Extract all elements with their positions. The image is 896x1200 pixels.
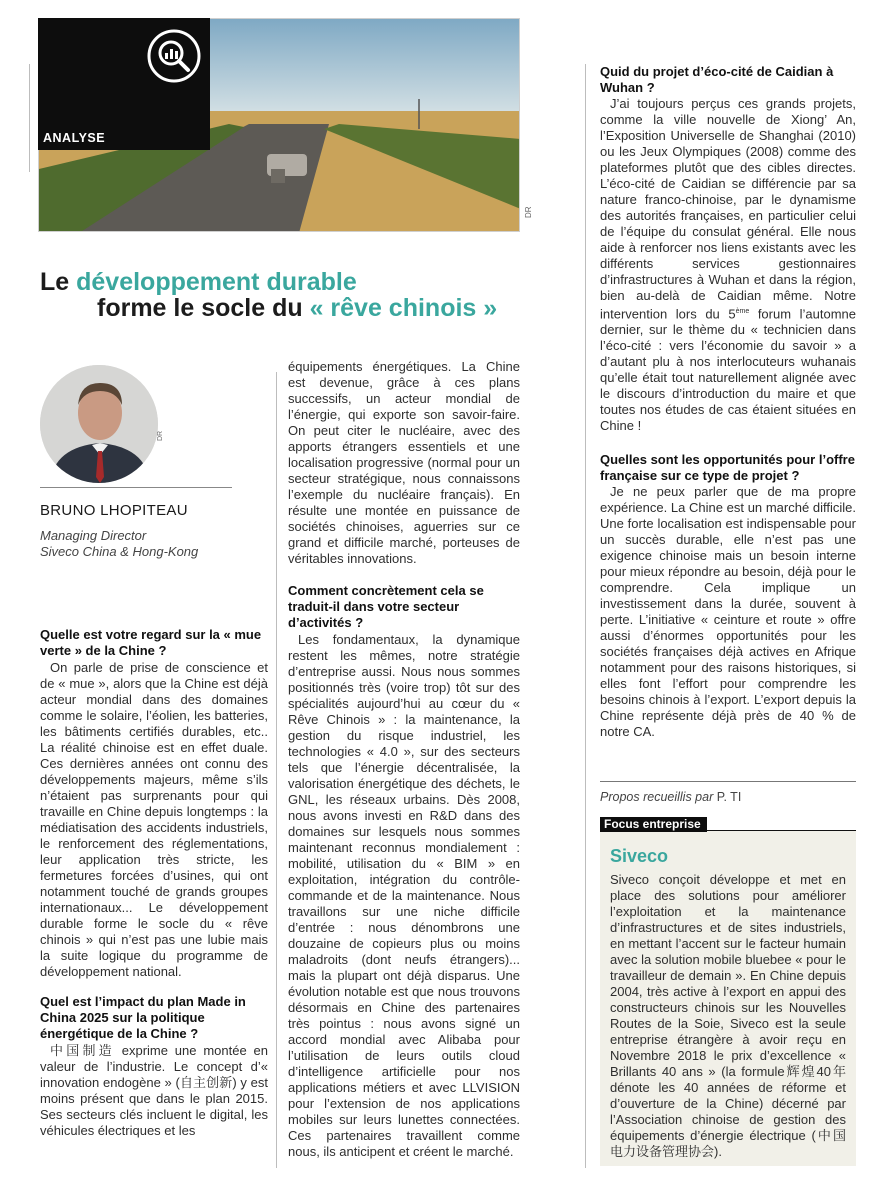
- title-plain-1: Le: [40, 268, 77, 296]
- answer-2: 中国制造 exprime une montée en valeur de l’industrie. Le concept d’« innovation endogène » (自主创新) y est moins présent que dans le plan 2015. Ses secteurs clés incluent le digital, les véhicules électriques et les: [40, 1043, 268, 1138]
- question-2: Quel est l’impact du plan Made in China 2025 sur la politique énergétique de la Chine ?: [40, 994, 246, 1041]
- question-5: Quelles sont les opportunités pour l’offre française sur ce type de projet ?: [600, 452, 855, 484]
- column-3: [600, 64, 856, 740]
- author-rule: [40, 487, 232, 488]
- focus-title: Siveco: [610, 846, 669, 866]
- answer-4-part-2: forum l’automne dernier, sur le thème du « technicien dans l’éco-cité : vers l’économie du savoir » a d’autant plu à nos interlocuteurs wuhanais qu’elle était tout naturellement alignée avec le discours d’introduction du maire et que toutes nos études de cas étaient situées en Chine !: [600, 306, 856, 434]
- portrait-credit: DR: [157, 430, 164, 441]
- column-1: [40, 627, 268, 1139]
- section-label: ANALYSE: [43, 131, 106, 145]
- question-3: Comment concrètement cela se traduit-il dans votre secteur d’activités ?: [288, 583, 484, 630]
- column-2: [288, 359, 520, 1160]
- column-rule-left: [29, 64, 30, 172]
- answer-3: Les fondamentaux, la dynamique restent les mêmes, notre stratégie d’entreprise aussi. Nous nous sommes positionnés très (voire trop) tôt sur des spécialités aujourd’hui au cœur du « Rêve Chinois » : la maintenance, la gestion du risque industriel, les technologies « 4.0 », sur des secteurs tels que l’énergie décentralisée, la valorisation énergétique des déchets, le GNL, les réseaux urbains. Dès 2008, nous avons investi en R&D dans des domaines sur lesquels nous sommes maintenant reconnus mondialement : mobilité, utilisation du « BIM » en exploitation, intégration du contrôle-commande et de la maintenance. Nous travaillons sur une niche difficile d’entrée : nous dénombrons une douzaine de copieurs plus ou moins maladroits (dont neufs étrangers)... mais la plupart ont déjà disparus. Une évolution notable est que nous trouvons désormais en Chine des partenaires très pointus : nous avons signé un accord mondial avec Alibaba pour l’utilisation de leurs outils cloud d’intelligence artificielle pour nos applications métiers et avec LLVISION pour l’extension de nos applications mobiles sur leurs lunettes connectées. Ces partenaires travaillent comme nous, ils anticipent et créent le marché.: [288, 632, 520, 1159]
- column-rule-2: [585, 64, 586, 1168]
- author-role-line-1: Managing Director: [40, 528, 147, 543]
- focus-text: Siveco conçoit développe et met en place des solutions pour améliorer l’exploitation et la maintenance d’infrastructures et de sites industriels, en mettant l’accent sur le facteur humain avec la solution mobile bluebee « pour le travailleur de demain ». En Chine depuis 2004, très active à l’export en appui des constructeurs chinois sur les Nouvelles Routes de la Soie, Siveco est la seule entreprise étrangère à avoir reçu en Novembre 2018 le prix d’excellence « Brillants 40 ans » (la formule辉煌40年dénote les 40 années de réforme et d’ouverture de la Chine) décerné par l’Association chinoise de gestion des équipements d’énergie électrique (中国电力设备管理协会).: [610, 872, 846, 1159]
- answer-4: [600, 96, 856, 434]
- question-1: Quelle est votre regard sur la « mue verte » de la Chine ?: [40, 627, 262, 658]
- title-plain-2: forme le socle du: [97, 294, 310, 322]
- answer-4-part-1: J’ai toujours perçus ces grands projets, comme la ville nouvelle de Xiong’ An, l’Exposition Universelle de Shanghai (2010) ou les Jeux Olympiques (2008) comme des plateformes plutôt que des cibles directes. L’éco-cité de Caidian se différencie par sa nature franco-chinoise, par le dynamisme des autorités françaises, en particulier celui de l’équipe du consulat général. Elle nous aide à renforcer nos liens existants avec les différents services gestionnaires d’infrastructures à Wuhan et dans la région, bien au-delà de Caidian même. Notre intervention lors du 5: [600, 96, 856, 322]
- author-name: BRUNO LHOPITEAU: [40, 502, 188, 519]
- question-4: Quid du projet d’éco-cité de Caidian à Wuhan ?: [600, 64, 834, 95]
- author-role: [40, 528, 198, 560]
- author-role-line-2: Siveco China & Hong-Kong: [40, 544, 199, 559]
- credit-name: P. TI: [716, 790, 742, 804]
- answer-5: Je ne peux parler que de ma propre expérience. La Chine est un marché difficile. Une forte localisation est indispensable pour un succès durable, elle n’est pas une exigence chinoise mais un besoin interne pour mieux répondre au besoin, déjà pour le comprendre. Cela implique un investissement dans la durée, souvent à perte. L’initiative « ceinture et route » offre aussi d’énormes opportunités pour les sociétés françaises déjà actives en Afrique notamment pour des raisons historiques, si elles font l’effort pour comprendre les besoins chinois à l’export. L’export depuis la Chine représente déjà près de 40 % de notre CA.: [600, 484, 856, 740]
- answer-2-continued: équipements énergétiques. La Chine est devenue, grâce à ces plans successifs, un acteur mondial de l’énergie, qui exporte son savoir-faire. On peut citer le nucléaire, avec des apports étrangers essentiels et une localisation progressive (normal pour un secteur stratégique, nous connaissons l’exemple du nucléaire français). En résulte une montée en puissance de sociétés chinoises, aguerries sur ce grand et difficile marché, porteuses de véritables innovations.: [288, 359, 520, 566]
- credit-rule: [600, 781, 856, 782]
- column-rule-1: [276, 372, 277, 1168]
- focus-tab: Focus entreprise: [600, 817, 707, 832]
- avatar: [40, 365, 158, 483]
- answer-1: On parle de prise de conscience et de « mue », alors que la Chine est déjà acteur mondial dans des domaines comme le solaire, l’éolien, les batteries, les bâtiments certifiés durables, etc.. La réalité chinoise est en effet duale. Ces dernières années ont connu des développements majeurs, même s’ils n’étaient pas surprenants pour qui travaille en Chine depuis longtemps : la médiatisation des accidents industriels, le renforcement des réglementations, leur application très stricte, les fermetures forcées d’usines, qui ont notamment touché de grands groupes internationaux... Le développement durable forme le socle du « rêve chinois » qui n’est pas une lubie mais la suite logique du programme de développement national.: [40, 660, 268, 979]
- answer-4-superscript: ème: [735, 308, 750, 315]
- interview-credit: [600, 790, 741, 804]
- magnifier-chart-icon: [146, 28, 202, 84]
- title-accent-1: développement durable: [76, 268, 357, 296]
- photo-credit: DR: [524, 206, 533, 218]
- title-line-1: [40, 268, 357, 296]
- title-accent-2: « rêve chinois »: [309, 294, 498, 322]
- title-line-2: [97, 294, 497, 322]
- credit-prefix: Propos recueillis par: [600, 790, 714, 804]
